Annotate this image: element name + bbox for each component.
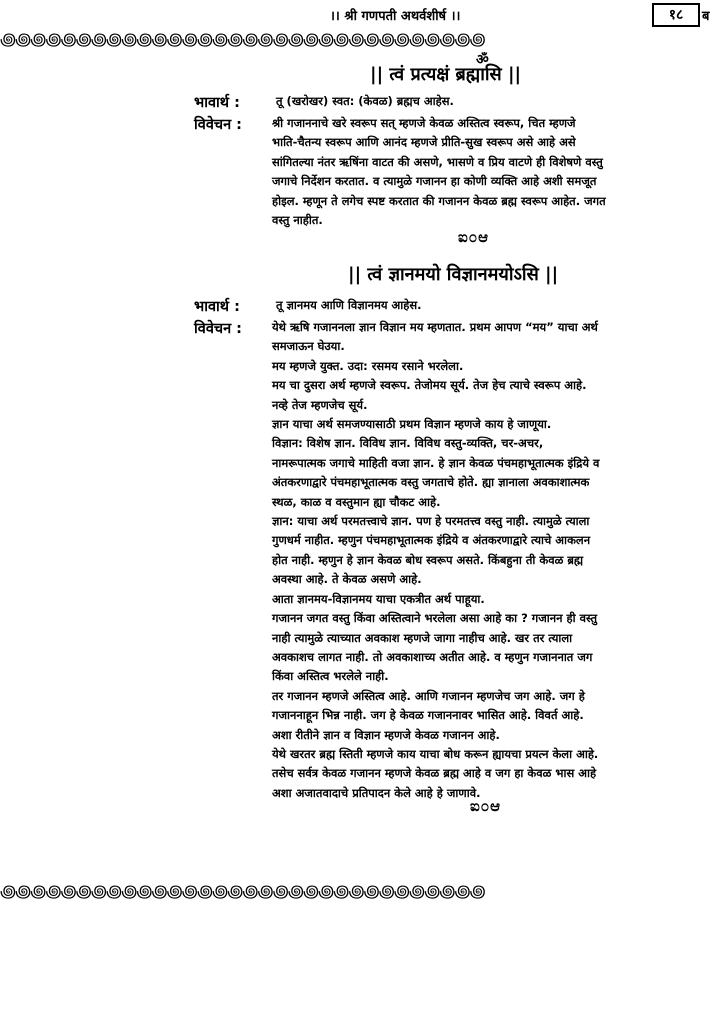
section-1-heading: || त्वं प्रत्यक्षं ब्रह्मासि || xyxy=(370,64,522,85)
section-2-bhavarth xyxy=(194,296,422,316)
text-line: अशा अजातवादाचे प्रतिपादन केले आहे हे जाणावे. xyxy=(272,785,481,800)
section-2-heading: || त्वं ज्ञानमयो विज्ञानमयोऽसि || xyxy=(348,264,559,285)
text-line: नामरूपात्मक जगाचे माहिती वजा ज्ञान. हे ज्ञान केवळ पंचमहाभूतात्मक इंद्रिये व xyxy=(272,455,600,470)
text-line: ज्ञान याचा अर्थ समजण्यासाठी प्रथम विज्ञान म्हणजे काय हे जाणूया. xyxy=(272,417,552,432)
vivechan-label: विवेचन : xyxy=(194,321,242,337)
section-end-ornament: ಐ೦ಆ xyxy=(470,797,502,815)
vivechan-text xyxy=(272,114,700,230)
text-line: श्री गजाननाचे खरे स्वरूप सत् म्हणजे केवळ अस्तित्व स्वरूप, चित म्हणजे xyxy=(272,116,576,130)
bhavarth-label: भावार्थ : xyxy=(194,95,240,111)
page-number-box: १८ xyxy=(652,3,700,27)
vivechan-label: विवेचन : xyxy=(194,117,242,133)
text-line: जगाचे निर्देशन करतात. व त्यामुळे गजानन हा कोणी व्यक्ति आहे अशी समजूत xyxy=(272,174,597,189)
text-line: येथे खरतर ब्रह्म स्तिती म्हणजे काय याचा बोध करून ह्यायचा प्रयत्न केला आहे. xyxy=(272,746,599,761)
decorative-border-top: ꩜꩜꩜꩜꩜꩜꩜꩜꩜꩜꩜꩜꩜꩜꩜꩜꩜꩜꩜꩜꩜꩜꩜꩜꩜꩜꩜꩜꩜꩜꩜꩜ xyxy=(0,32,485,48)
text-line: भाति-चैतन्य स्वरूप आणि आनंद म्हणजे प्रीति-सुख स्वरूप असे आहे असे xyxy=(272,135,576,150)
text-line: मय म्हणजे युक्त. उदा: रसमय रसाने भरलेला. xyxy=(272,358,464,373)
text-line: अशा रीतीने ज्ञान व विज्ञान म्हणजे केवळ गजानन आहे. xyxy=(272,727,500,742)
text-line: तसेच सर्वत्र केवळ गजानन म्हणजे केवळ ब्रह्म आहे व जग हा केवळ भास आहे xyxy=(272,766,597,781)
text-line: ज्ञान: याचा अर्थ परमतत्त्वाचे ज्ञान. पण हे परमतत्त्व वस्तु नाही. त्यामुळे त्याला xyxy=(272,514,590,529)
text-line: अंतकरणाद्वारे पंचमहाभूतात्मक वस्तु जगताचे होते. ह्या ज्ञानाला अवकाशात्मक xyxy=(272,475,590,490)
text-line: विज्ञान: विशेष ज्ञान. विविध ज्ञान. विविध वस्तु-व्यक्ति, चर-अचर, xyxy=(272,436,544,451)
text-line: येथे ऋषि गजाननला ज्ञान विज्ञान मय म्हणतात. प्रथम आपण “मय” याचा अर्थ xyxy=(272,320,598,334)
bhavarth-label: भावार्थ : xyxy=(194,299,240,315)
text-line: गुणधर्म नाहीत. म्हणुन पंचमहाभूतात्मक इंद्रिये व अंतकरणाद्वारे त्याचे आकलन xyxy=(272,533,591,548)
text-line: अवस्था आहे. ते केवळ असणे आहे. xyxy=(272,572,422,587)
section-1-vivechan xyxy=(194,114,700,230)
text-line: सांगितल्या नंतर ऋषिंना वाटत की असणे, भासणे व प्रिय वाटणे ही विशेषणे वस्तु xyxy=(272,154,603,169)
running-title: ।। श्री गणपती अथर्वशीर्ष ।। xyxy=(330,9,461,24)
om-symbol: ॐ xyxy=(476,52,489,68)
text-line: गजानन जगत वस्तु किंवा अस्तित्वाने भरलेला असा आहे का ? गजानन ही वस्तु xyxy=(272,611,598,626)
text-line: नव्हे तेज म्हणजेच सूर्य. xyxy=(272,397,368,412)
text-line: होत नाही. म्हणुन हे ज्ञान केवळ बोध स्वरूप असते. किंबहुना ती केवळ ब्रह्म xyxy=(272,552,584,567)
text-line: गजाननाहून भिन्न नाही. जग हे केवळ गजाननावर भासित आहे. विवर्त आहे. xyxy=(272,708,584,723)
section-end-ornament: ಐ೦ಆ xyxy=(458,228,490,246)
text-line: वस्तु नाहीत. xyxy=(272,213,323,228)
side-label: ब xyxy=(702,9,710,24)
vivechan-text xyxy=(272,318,702,803)
text-line: समजाऊन घेउया. xyxy=(272,339,345,354)
text-line: होइल. म्हणून ते लगेच स्पष्ट करतात की गजानन केवळ ब्रह्म स्वरूप आहेत. जगत xyxy=(272,193,606,208)
decorative-border-bottom: ꩜꩜꩜꩜꩜꩜꩜꩜꩜꩜꩜꩜꩜꩜꩜꩜꩜꩜꩜꩜꩜꩜꩜꩜꩜꩜꩜꩜꩜꩜꩜꩜ xyxy=(0,884,485,900)
text-line: तर गजानन म्हणजे अस्तित्व आहे. आणि गजानन म्हणजेच जग आहे. जग हे xyxy=(272,688,585,703)
bhavarth-text: तू ज्ञानमय आणि विज्ञानमय आहेस. xyxy=(276,298,422,312)
section-2-vivechan xyxy=(194,318,702,803)
text-line: स्थळ, काळ व वस्तुमान ह्या चौकट आहे. xyxy=(272,494,441,509)
bhavarth-text: तू (खरोखर) स्वत: (केवळ) ब्रह्मच आहेस. xyxy=(276,94,454,108)
text-line: अवकाशच लागत नाही. तो अवकाशाच्य अतीत आहे. व म्हणुन गजाननात जग xyxy=(272,649,593,664)
section-1-bhavarth xyxy=(194,92,454,112)
text-line: मय चा दुसरा अर्थ म्हणजे स्वरूप. तेजोमय सूर्य. तेज हेच त्याचे स्वरूप आहे. xyxy=(272,378,587,393)
text-line: नाही त्यामुळे त्याच्यात अवकाश म्हणजे जागा नाहीच आहे. खर तर त्याला xyxy=(272,630,573,645)
text-line: आता ज्ञानमय-विज्ञानमय याचा एकत्रीत अर्थ पाहूया. xyxy=(272,591,485,606)
text-line: किंवा अस्तित्व भरलेले नाही. xyxy=(272,669,389,684)
